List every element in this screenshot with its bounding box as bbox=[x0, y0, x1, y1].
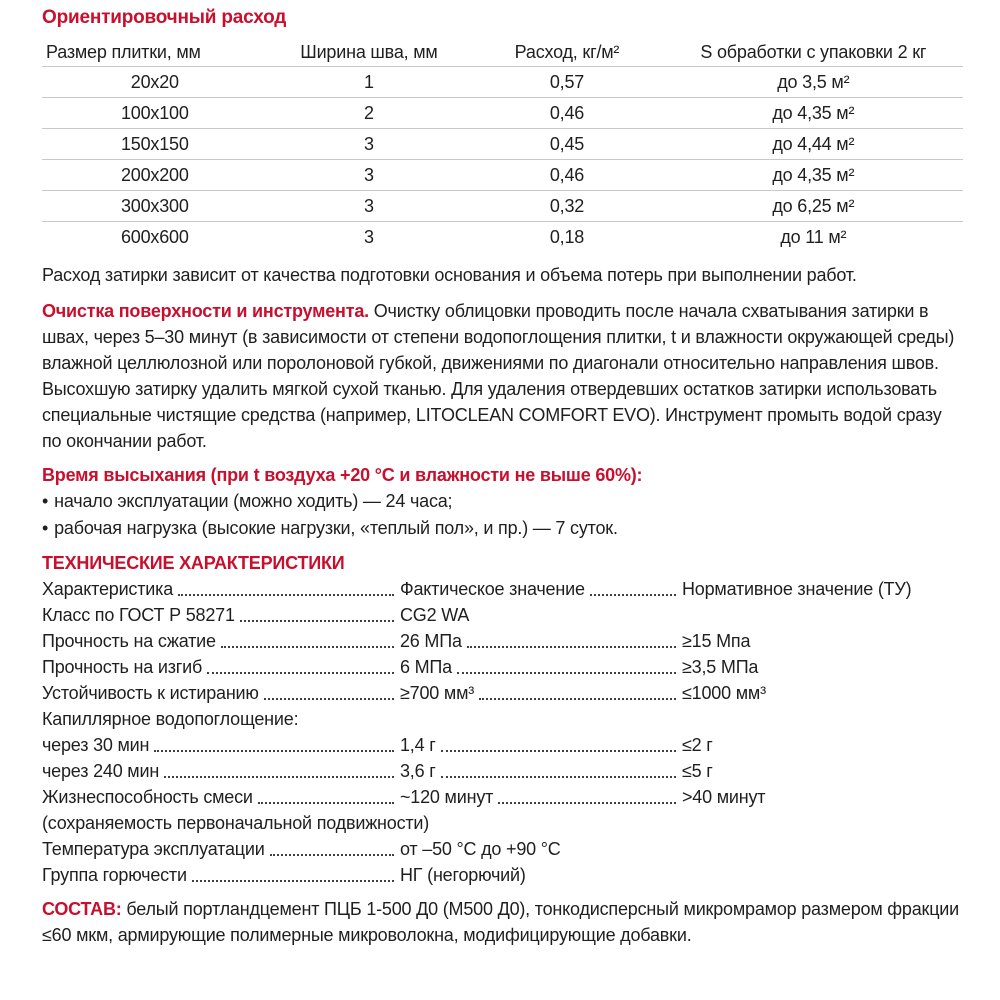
dot-leader bbox=[264, 698, 394, 700]
consumption-header-coverage: S обработки с упаковки 2 кг bbox=[700, 42, 927, 62]
tech-norm-cell bbox=[682, 758, 963, 784]
tech-row bbox=[42, 576, 963, 602]
consumption-table-row bbox=[42, 128, 963, 159]
tech-value-cell bbox=[400, 628, 682, 654]
consumption-cell: 1 bbox=[364, 72, 374, 92]
consumption-table-header-row bbox=[42, 38, 963, 66]
dot-leader bbox=[457, 672, 676, 674]
drying-bullet-text: рабочая нагрузка (высокие нагрузки, «теплый пол», и пр.) — 7 суток. bbox=[54, 518, 618, 538]
consumption-table bbox=[42, 38, 963, 252]
tech-label: Прочность на сжатие bbox=[42, 631, 216, 651]
dot-leader bbox=[590, 594, 676, 596]
tech-norm: ≤5 г bbox=[682, 761, 713, 781]
tech-label-cell bbox=[42, 628, 400, 654]
consumption-title: Ориентировочный расход bbox=[42, 7, 287, 28]
tech-value-cell bbox=[400, 680, 682, 706]
consumption-cell: 200x200 bbox=[120, 165, 189, 185]
tech-norm: ≤2 г bbox=[682, 735, 713, 755]
dot-leader bbox=[240, 620, 394, 622]
consumption-cell: 0,46 bbox=[549, 103, 585, 123]
tech-label: Капиллярное водопоглощение: bbox=[42, 709, 299, 729]
tech-label: Группа горючести bbox=[42, 865, 187, 885]
tech-row bbox=[42, 654, 963, 680]
drying-bullet-list bbox=[42, 488, 963, 542]
dot-leader bbox=[164, 776, 394, 778]
consumption-table-row bbox=[42, 190, 963, 221]
tech-value: от –50 °C до +90 °C bbox=[400, 839, 561, 859]
consumption-cell: 0,32 bbox=[549, 196, 585, 216]
tech-value: 26 МПа bbox=[400, 631, 462, 651]
bullet-icon: • bbox=[42, 491, 49, 511]
consumption-cell: 0,46 bbox=[549, 165, 585, 185]
tech-row bbox=[42, 784, 963, 810]
tech-value-cell bbox=[400, 732, 682, 758]
consumption-cell: до 4,44 м² bbox=[772, 134, 855, 154]
tech-characteristics-list bbox=[42, 576, 963, 888]
consumption-table-body bbox=[42, 66, 963, 252]
consumption-cell: до 4,35 м² bbox=[772, 165, 855, 185]
composition-paragraph bbox=[42, 896, 963, 948]
consumption-cell: 0,18 bbox=[549, 227, 585, 247]
tech-value: Фактическое значение bbox=[400, 579, 585, 599]
consumption-cell: 20x20 bbox=[130, 72, 179, 92]
tech-value: 3,6 г bbox=[400, 761, 436, 781]
consumption-table-row bbox=[42, 97, 963, 128]
tech-norm-cell bbox=[682, 680, 963, 706]
tech-row bbox=[42, 706, 963, 732]
tech-value: CG2 WA bbox=[400, 605, 470, 625]
tech-label-cell bbox=[42, 784, 400, 810]
tech-row bbox=[42, 732, 963, 758]
tech-label-cell bbox=[42, 810, 963, 836]
tech-norm-cell bbox=[682, 576, 963, 602]
tech-value-cell bbox=[400, 836, 963, 862]
consumption-cell: 3 bbox=[364, 134, 374, 154]
tech-value-cell bbox=[400, 654, 682, 680]
cleaning-body: Очистку облицовки проводить после начала схватывания затирки в швах, через 5–30 минут (в зависимости от степени водопоглощения плитки, t и влажности окружающей среды) влажной целлюлозной или поролоновой губкой, движениями по диагонали относительно направления швов. Высохшую затирку удалить мягкой сухой тканью. Для удаления отвердевших остатков затирки использовать специальные чистящие средства (например, LITOCLEAN COMFORT EVO). Инструмент промыть водой сразу по окончании работ. bbox=[42, 301, 955, 451]
consumption-note: Расход затирки зависит от качества подготовки основания и объема потерь при выполнении работ. bbox=[42, 265, 857, 285]
dot-leader bbox=[270, 854, 394, 856]
tech-norm: ≥15 Мпа bbox=[682, 631, 751, 651]
dot-leader bbox=[207, 672, 394, 674]
bullet-icon: • bbox=[42, 518, 49, 538]
consumption-cell: 3 bbox=[364, 165, 374, 185]
drying-section bbox=[42, 462, 963, 542]
tech-label: Прочность на изгиб bbox=[42, 657, 203, 677]
tech-norm-cell bbox=[682, 784, 963, 810]
consumption-cell: до 3,5 м² bbox=[777, 72, 850, 92]
tech-value-cell bbox=[400, 602, 963, 628]
drying-heading: Время высыхания (при t воздуха +20 °C и влажности не выше 60%): bbox=[42, 465, 643, 485]
tech-value: ~120 минут bbox=[400, 787, 494, 807]
tech-section bbox=[42, 550, 963, 888]
dot-leader bbox=[467, 646, 676, 648]
composition-body: белый портландцемент ПЦБ 1-500 Д0 (М500 Д0), тонкодисперсный микромрамор размером фракции ≤60 мкм, армирующие полимерные микроволокна, модифицирующие добавки. bbox=[42, 899, 960, 945]
tech-label-cell bbox=[42, 732, 400, 758]
consumption-cell: 3 bbox=[364, 227, 374, 247]
dot-leader bbox=[192, 880, 394, 882]
consumption-header-consumption: Расход, кг/м² bbox=[514, 42, 620, 62]
tech-label-cell bbox=[42, 602, 400, 628]
tech-norm: Нормативное значение (ТУ) bbox=[682, 579, 912, 599]
tech-norm: ≤1000 мм³ bbox=[682, 683, 766, 703]
composition-lead: СОСТАВ: bbox=[42, 899, 122, 919]
consumption-header-tile-size: Размер плитки, мм bbox=[46, 42, 201, 62]
tech-value: 6 МПа bbox=[400, 657, 452, 677]
tech-heading: ТЕХНИЧЕСКИЕ ХАРАКТЕРИСТИКИ bbox=[42, 553, 345, 573]
dot-leader bbox=[441, 776, 676, 778]
dot-leader bbox=[178, 594, 394, 596]
dot-leader bbox=[479, 698, 676, 700]
dot-leader bbox=[441, 750, 676, 752]
tech-value: 1,4 г bbox=[400, 735, 436, 755]
drying-bullet-text: начало эксплуатации (можно ходить) — 24 часа; bbox=[54, 491, 453, 511]
consumption-section bbox=[42, 6, 963, 252]
consumption-cell: до 6,25 м² bbox=[772, 196, 855, 216]
cleaning-lead: Очистка поверхности и инструмента. bbox=[42, 301, 369, 321]
tech-label-cell bbox=[42, 758, 400, 784]
tech-label: Характеристика bbox=[42, 579, 174, 599]
tech-value-cell bbox=[400, 576, 682, 602]
tech-norm: >40 минут bbox=[682, 787, 766, 807]
tech-norm-cell bbox=[682, 732, 963, 758]
consumption-table-row bbox=[42, 221, 963, 252]
tech-norm-cell bbox=[682, 654, 963, 680]
consumption-cell: 300x300 bbox=[120, 196, 189, 216]
tech-label: Жизнеспособность смеси bbox=[42, 787, 253, 807]
tech-norm-cell bbox=[682, 628, 963, 654]
tech-value: НГ (негорючий) bbox=[400, 865, 526, 885]
consumption-cell: 150x150 bbox=[120, 134, 189, 154]
tech-value: ≥700 мм³ bbox=[400, 683, 475, 703]
drying-bullet-item bbox=[42, 515, 963, 542]
tech-row bbox=[42, 862, 963, 888]
tech-label: Устойчивость к истиранию bbox=[42, 683, 259, 703]
tech-value-cell bbox=[400, 758, 682, 784]
tech-norm: ≥3,5 МПа bbox=[682, 657, 759, 677]
dot-leader bbox=[498, 802, 676, 804]
tech-label-cell bbox=[42, 680, 400, 706]
consumption-cell: 3 bbox=[364, 196, 374, 216]
tech-label-cell bbox=[42, 654, 400, 680]
tech-label: Температура эксплуатации bbox=[42, 839, 265, 859]
drying-bullet-item bbox=[42, 488, 963, 515]
dot-leader bbox=[221, 646, 394, 648]
consumption-header-joint-width: Ширина шва, мм bbox=[300, 42, 438, 62]
tech-label-cell bbox=[42, 862, 400, 888]
tech-label: через 30 мин bbox=[42, 735, 150, 755]
tech-value-cell bbox=[400, 784, 682, 810]
tech-label: через 240 мин bbox=[42, 761, 160, 781]
tech-label-cell bbox=[42, 706, 963, 732]
consumption-cell: 600x600 bbox=[120, 227, 189, 247]
tech-row bbox=[42, 680, 963, 706]
consumption-cell: до 11 м² bbox=[780, 227, 847, 247]
consumption-cell: 0,57 bbox=[549, 72, 585, 92]
dot-leader bbox=[154, 750, 394, 752]
consumption-cell: 100x100 bbox=[120, 103, 189, 123]
tech-label-cell bbox=[42, 836, 400, 862]
tech-row bbox=[42, 758, 963, 784]
consumption-cell: 2 bbox=[364, 103, 374, 123]
tech-row bbox=[42, 810, 963, 836]
tech-row bbox=[42, 602, 963, 628]
consumption-table-row bbox=[42, 66, 963, 97]
tech-label: (сохраняемость первоначальной подвижности) bbox=[42, 813, 430, 833]
tech-label-cell bbox=[42, 576, 400, 602]
dot-leader bbox=[258, 802, 394, 804]
tech-label: Класс по ГОСТ Р 58271 bbox=[42, 605, 235, 625]
consumption-cell: до 4,35 м² bbox=[772, 103, 855, 123]
tech-row bbox=[42, 628, 963, 654]
cleaning-paragraph bbox=[42, 298, 963, 454]
consumption-table-row bbox=[42, 159, 963, 190]
consumption-cell: 0,45 bbox=[549, 134, 585, 154]
tech-row bbox=[42, 836, 963, 862]
tech-value-cell bbox=[400, 862, 963, 888]
